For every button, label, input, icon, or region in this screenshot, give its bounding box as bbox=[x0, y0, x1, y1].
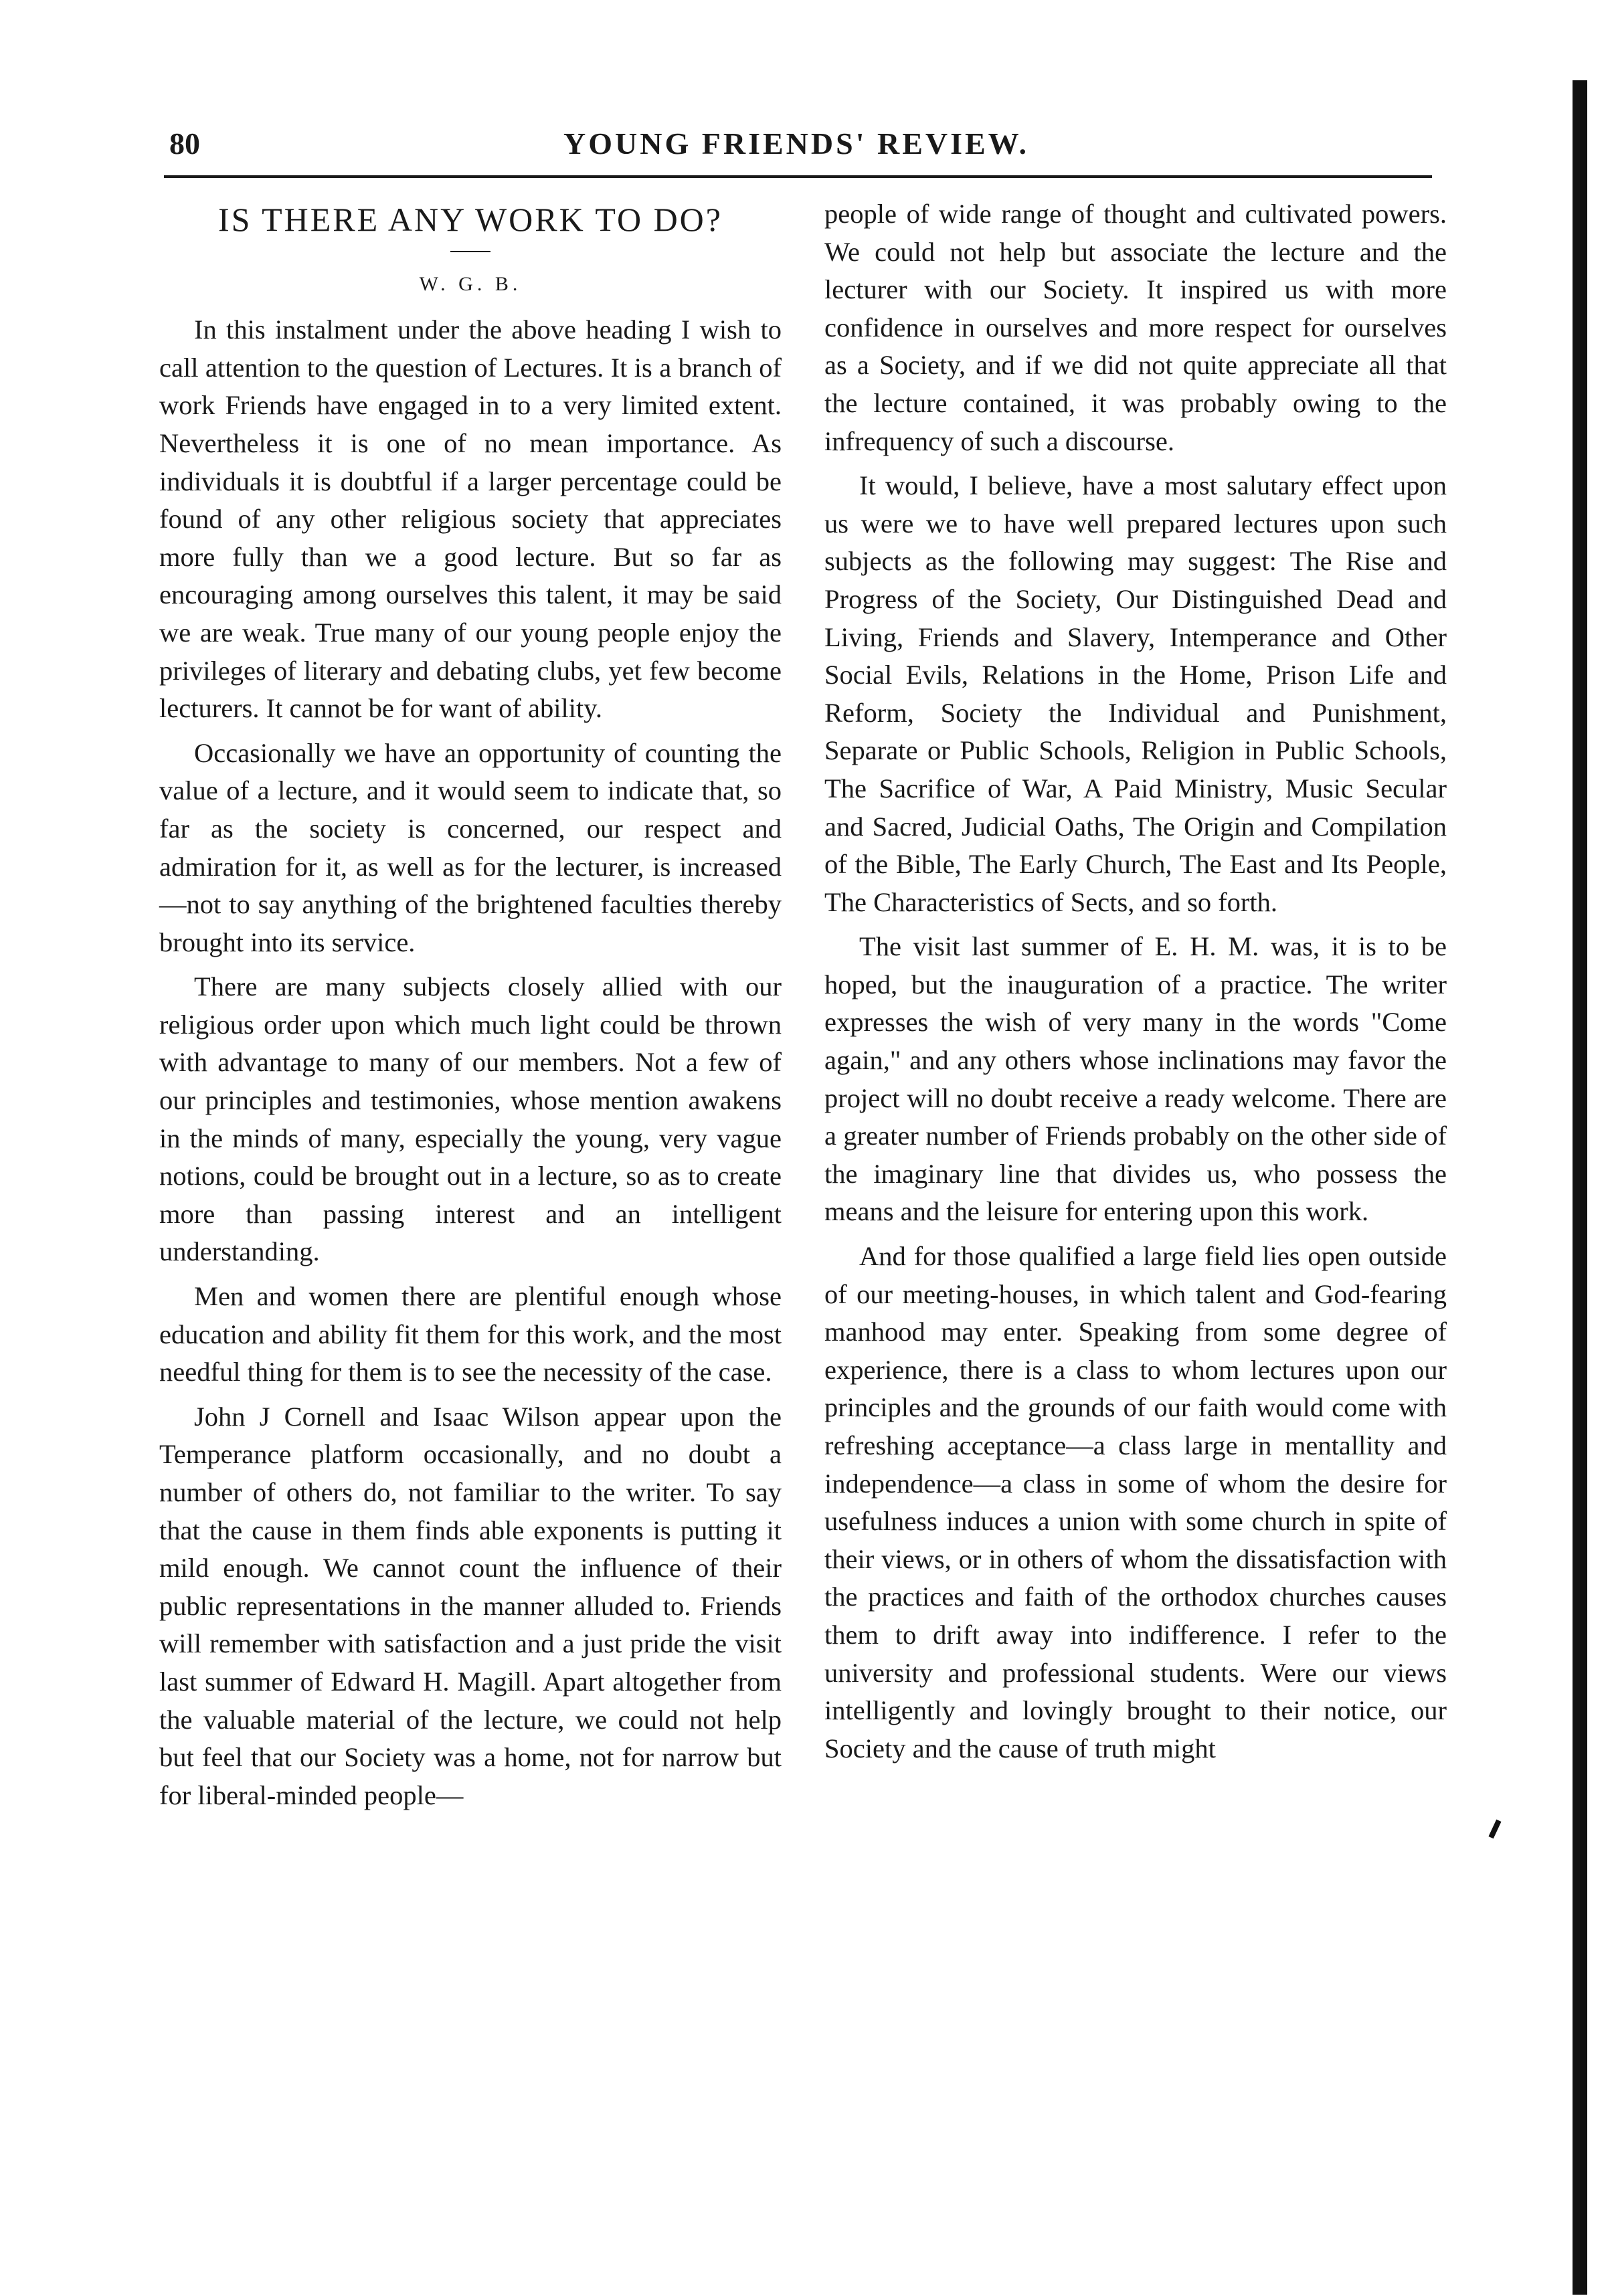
running-title: YOUNG FRIENDS' REVIEW. bbox=[563, 126, 1029, 161]
left-paragraph-2: Occasionally we have an opportunity of counting the value of a lecture, and it would seem to indicate that, so far as the society is concerned, our respect and admiration for it, as well as for the lecturer, is increased—not to say anything of the brightened faculties thereby brought into its service. bbox=[159, 737, 782, 957]
left-column bbox=[159, 195, 782, 1821]
left-paragraph-4: Men and women there are plentiful enough whose education and ability fit them for this work, and the most needful thing for them is to see the necessity of the case. bbox=[159, 1281, 782, 1388]
page-number: 80 bbox=[169, 126, 200, 161]
title-rule bbox=[450, 251, 490, 252]
scan-edge-shadow bbox=[1573, 80, 1587, 2295]
left-paragraph-3: There are many subjects closely allied with our religious order upon which much light could be thrown with advantage to many of our members. Not a few of our principles and testimonies, whose mention awakens in the minds of many, especially the young, very vague notions, could be brought out in a lecture, so as to create more than passing interest and an intelligent understanding. bbox=[159, 971, 782, 1267]
running-header bbox=[164, 126, 1429, 169]
right-paragraph-3: The visit last summer of E. H. M. was, it is to be hoped, but the inauguration of a practice. The writer expresses the wish of very many in the words "Come again," and any others whose inclinations may favor the project will no doubt receive a ready welcome. There are a greater number of Friends probably on the other side of the imaginary line that divides us, who possess the means and the leisure for entering upon this work. bbox=[824, 931, 1447, 1227]
left-paragraph-5: John J Cornell and Isaac Wilson appear upon the Temperance platform occasionally, and no doubt a number of others do, not familiar to the writer. To say that the cause in them finds able exponents is putting it mild enough. We cannot count the influence of their public representations in the manner alluded to. Friends will remember with satisfaction and a just pride the visit last summer of Edward H. Magill. Apart altogether from the valuable material of the lecture, we could not help but feel that our Society was a home, not for narrow but for liberal-minded people— bbox=[159, 1401, 782, 1810]
right-paragraph-1: people of wide range of thought and cultivated powers. We could not help but associate the lecture and the lecturer with our Society. It inspired us with more confidence in ourselves and more respect for ourselves as a Society, and if we did not quite appreciate all that the lecture contained, it was probably owing to the infrequency of such a discourse. bbox=[824, 199, 1447, 456]
article-byline: W. G. B. bbox=[419, 272, 522, 295]
scan-edge-mark bbox=[1488, 1820, 1501, 1839]
header-rule bbox=[164, 175, 1432, 178]
right-paragraph-4: And for those qualified a large field lies open outside of our meeting-houses, in which talent and God-fearing manhood may enter. Speaking from some degree of experience, there is a class to whom lectures upon our principles and the grounds of our faith would come with refreshing acceptance—a class large in mentallity and independence—a class in some of whom the desire for usefulness induces a union with some church in spite of their views, or in others of whom the dissatisfaction with the practices and faith of the orthodox churches causes them to drift away into indifference. I refer to the university and professional students. Were our views intelligently and lovingly brought to their notice, our Society and the cause of truth might bbox=[824, 1241, 1447, 1763]
right-paragraph-2: It would, I believe, have a most salutary effect upon us were we to have well prepared lectures upon such subjects as the following may suggest: The Rise and Progress of the Society, Our Distinguished Dead and Living, Friends and Slavery, Intemperance and Other Social Evils, Relations in the Home, Prison Life and Reform, Society the Individual and Punishment, Separate or Public Schools, Religion in Public Schools, The Sacrifice of War, A Paid Ministry, Music Secular and Sacred, Judicial Oaths, The Origin and Compilation of the Bible, The Early Church, The East and Its People, The Characteristics of Sects, and so forth. bbox=[824, 470, 1447, 917]
right-column bbox=[824, 195, 1447, 1774]
left-paragraph-1: In this instalment under the above heading I wish to call attention to the question of Lectures. It is a branch of work Friends have engaged in to a very limited extent. Nevertheless it is one of no mean importance. As individuals it is doubtful if a larger percentage could be found of any other religious society that appreciates more fully than we a good lecture. But so far as encouraging among ourselves this talent, it may be said we are weak. True many of our young people enjoy the privileges of literary and debating clubs, yet few become lecturers. It cannot be for want of ability. bbox=[159, 314, 782, 724]
article-title: IS THERE ANY WORK TO DO? bbox=[218, 201, 723, 238]
